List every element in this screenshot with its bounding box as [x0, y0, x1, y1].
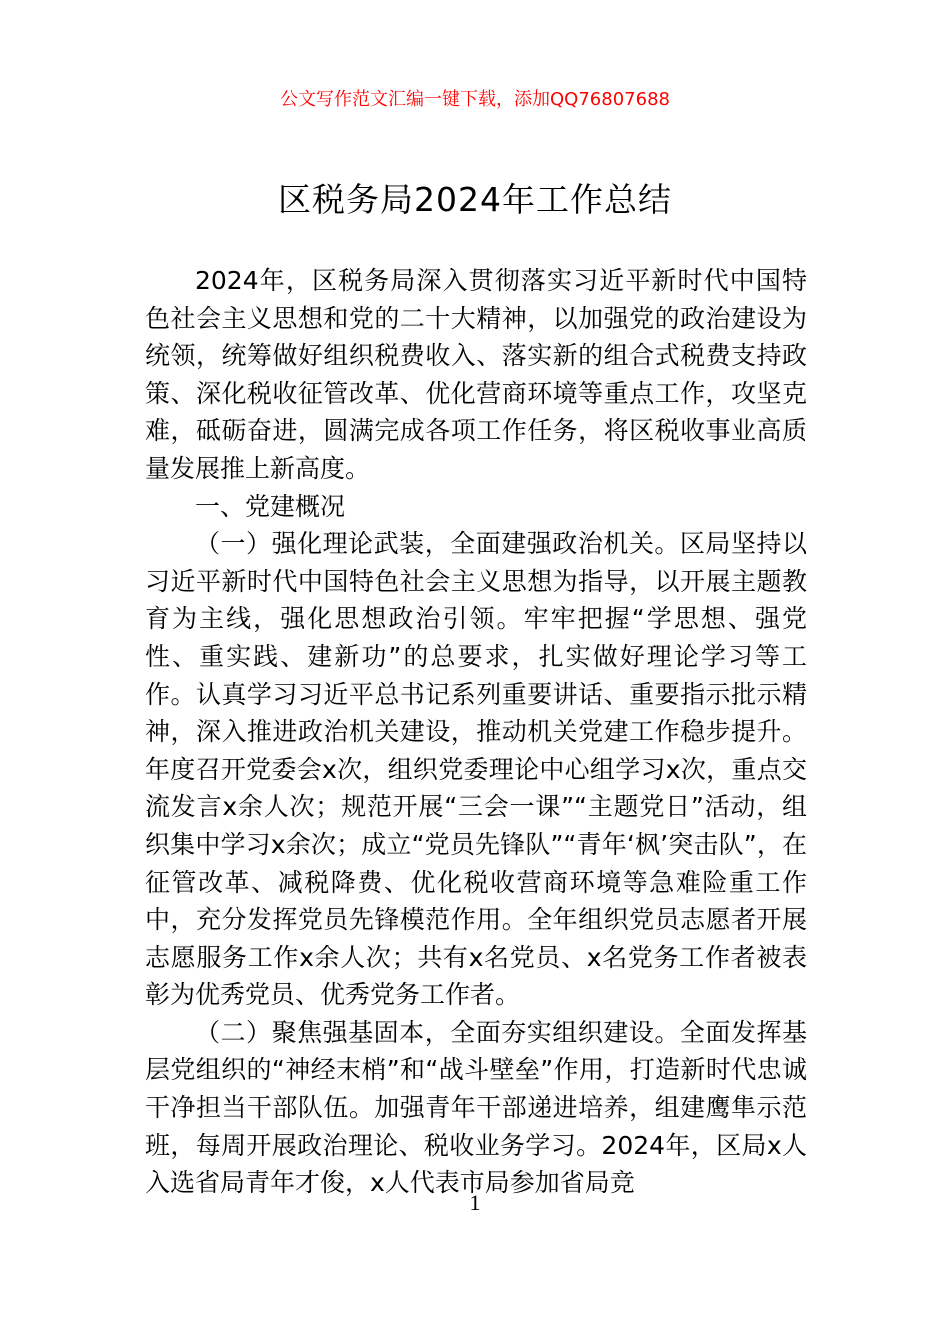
subsection-paragraph: （二）聚焦强基固本，全面夯实组织建设。全面发挥基层党组织的“神经末梢”和“战斗壁垒”作用，打造新时代忠诚干净担当干部队伍。加强青年干部递进培养，组建鹰隼示范班，每周开展政治理论、税收业务学习。2024年，区局x人入选省局青年才俊，x人代表市局参加省局竞	[145, 1017, 807, 1198]
subsection-paragraph: （一）强化理论武装，全面建强政治机关。区局坚持以习近平新时代中国特色社会主义思想为指导，以开展主题教育为主线，强化思想政治引领。牢牢把握“学思想、强党性、重实践、建新功”的总要求，扎实做好理论学习等工作。认真学习习近平总书记系列重要讲话、重要指示批示精神，深入推进政治机关建设，推动机关党建工作稳步提升。年度召开党委会x次，组织党委理论中心组学习x次，重点交流发言x余人次；规范开展“三会一课”“主题党日”活动，组织集中学习x余次；成立“党员先锋队”“青年‘枫’突击队”，在征管改革、减税降费、优化税收营商环境等急难险重工作中，充分发挥党员先锋模范作用。全年组织党员志愿者开展志愿服务工作x余人次；共有x名党员、x名党务工作者被表彰为优秀党员、优秀党务工作者。	[145, 529, 807, 1010]
page-number: 1	[469, 1190, 481, 1215]
document-body	[145, 262, 807, 1202]
section-heading: 一、党建概况	[195, 491, 346, 521]
intro-paragraph: 2024年，区税务局深入贯彻落实习近平新时代中国特色社会主义思想和党的二十大精神，以加强党的政治建设为统领，统筹做好组织税费收入、落实新的组合式税费支持政策、深化税收征管改革、优化营商环境等重点工作，攻坚克难，砥砺奋进，圆满完成各项工作任务，将区税收事业高质量发展推上新高度。	[145, 266, 807, 483]
document-title: 区税务局2024年工作总结	[278, 180, 672, 219]
download-notice: 公文写作范文汇编一键下载，添加QQ76807688	[280, 89, 670, 110]
